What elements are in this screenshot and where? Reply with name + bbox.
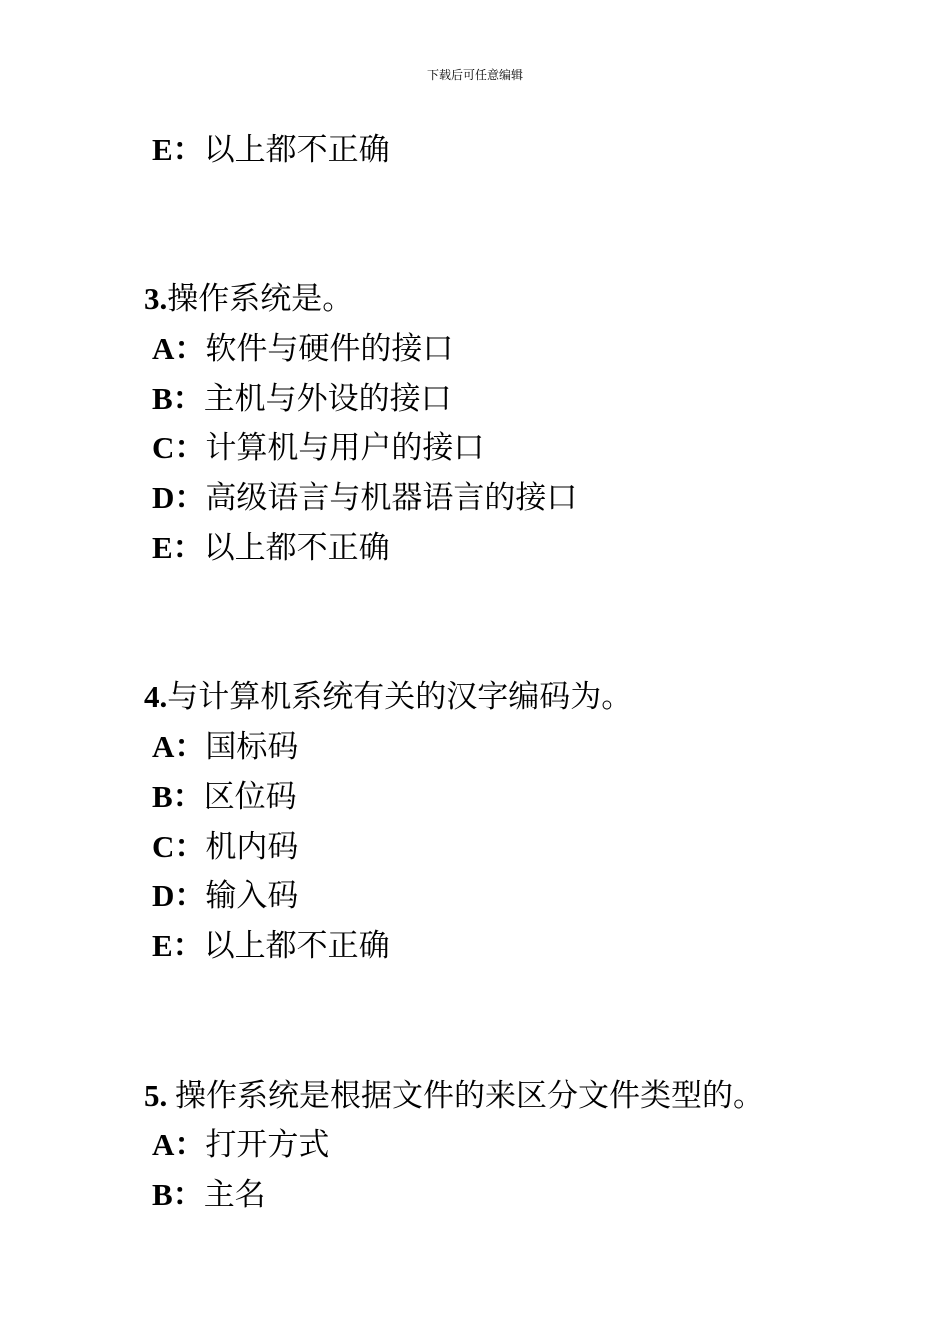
option-label: B： xyxy=(152,381,204,416)
option-label: D： xyxy=(152,480,206,515)
option-label: A： xyxy=(152,331,206,366)
page-header: 下载后可任意编辑 xyxy=(426,68,523,82)
option-a xyxy=(152,329,453,369)
option-a xyxy=(152,727,298,767)
question-text: 与计算机系统有关的汉字编码为。 xyxy=(167,679,633,715)
option-label: E： xyxy=(152,132,204,167)
question-number: 5. xyxy=(144,1078,175,1113)
option-text: 计算机与用户的接口 xyxy=(205,430,485,466)
option-b xyxy=(152,1175,266,1215)
option-label: E： xyxy=(152,530,204,565)
option-c xyxy=(152,428,484,468)
question-5 xyxy=(144,1076,764,1116)
option-label: B： xyxy=(152,1177,204,1212)
option-text: 打开方式 xyxy=(205,1127,330,1163)
question-number: 4. xyxy=(144,679,168,714)
option-text: 主名 xyxy=(203,1177,266,1213)
option-text: 机内码 xyxy=(205,829,299,865)
option-d xyxy=(152,876,298,916)
question-4 xyxy=(144,677,632,717)
question-3 xyxy=(144,279,353,319)
option-label: C： xyxy=(152,829,206,864)
option-c xyxy=(152,827,298,867)
option-e xyxy=(152,926,390,966)
question-text: 操作系统是。 xyxy=(167,281,354,317)
option-e xyxy=(152,130,390,170)
option-label: B： xyxy=(152,779,204,814)
option-text: 以上都不正确 xyxy=(203,132,390,168)
option-text: 输入码 xyxy=(205,878,299,914)
option-text: 主机与外设的接口 xyxy=(203,381,452,417)
option-b xyxy=(152,379,452,419)
option-label: E： xyxy=(152,928,204,963)
option-text: 以上都不正确 xyxy=(203,530,390,566)
option-a xyxy=(152,1125,329,1165)
option-b xyxy=(152,777,297,817)
option-e xyxy=(152,528,390,568)
option-text: 区位码 xyxy=(203,779,297,815)
option-label: A： xyxy=(152,729,206,764)
question-text: 操作系统是根据文件的来区分文件类型的。 xyxy=(175,1078,764,1114)
option-label: C： xyxy=(152,430,206,465)
question-number: 3. xyxy=(144,281,168,316)
option-label: D： xyxy=(152,878,206,913)
option-text: 高级语言与机器语言的接口 xyxy=(205,480,578,516)
option-d xyxy=(152,478,577,518)
option-label: A： xyxy=(152,1127,206,1162)
option-text: 国标码 xyxy=(205,729,299,765)
option-text: 软件与硬件的接口 xyxy=(205,331,454,367)
option-text: 以上都不正确 xyxy=(203,928,390,964)
